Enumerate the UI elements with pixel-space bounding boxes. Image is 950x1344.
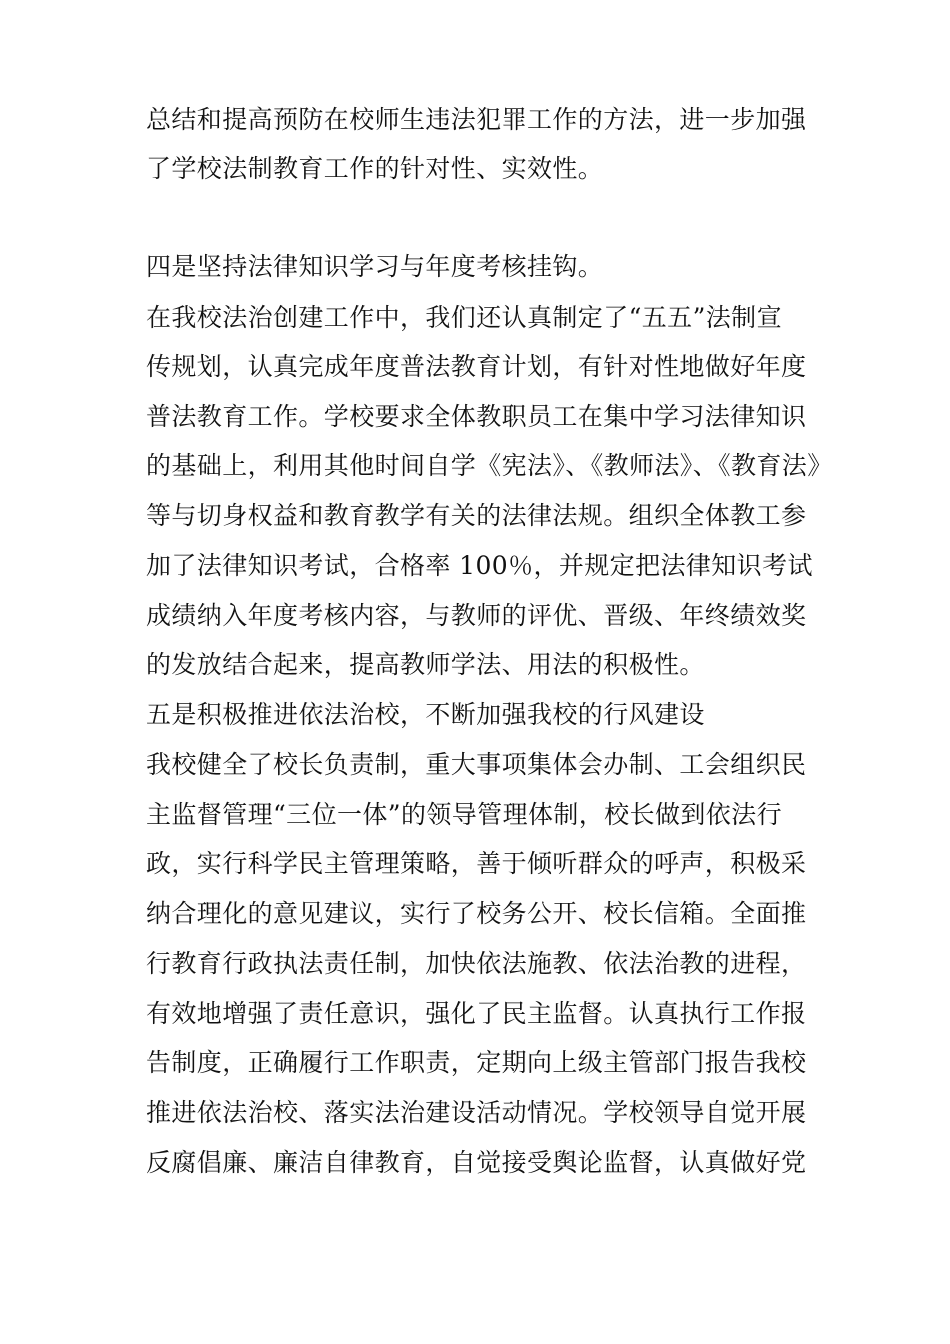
text-line: 行教育行政执法责任制，加快依法施教、依法治教的进程， <box>146 949 807 978</box>
text-line: 普法教育工作。学校要求全体教职员工在集中学习法律知识 <box>146 402 807 431</box>
text-line: 的基础上，利用其他时间自学《宪法》、《教师法》、《教育法》 <box>146 451 833 480</box>
text-line: 加了法律知识考试，合格率 100％，并规定把法律知识考试 <box>146 551 813 580</box>
section-heading: 四是坚持法律知识学习与年度考核挂钩。 <box>146 252 604 281</box>
text-line: 了学校法制教育工作的针对性、实效性。 <box>146 154 604 183</box>
text-line: 反腐倡廉、廉洁自律教育，自觉接受舆论监督，认真做好党 <box>146 1148 807 1177</box>
text-line: 纳合理化的意见建议，实行了校务公开、校长信箱。全面推 <box>146 899 807 928</box>
text-line: 的发放结合起来，提高教师学法、用法的积极性。 <box>146 650 705 679</box>
text-line: 主监督管理“三位一体”的领导管理体制，校长做到依法行 <box>146 800 782 829</box>
text-line: 传规划，认真完成年度普法教育计划，有针对性地做好年度 <box>146 352 807 381</box>
text-line: 推进依法治校、落实法治建设活动情况。学校领导自觉开展 <box>146 1098 807 1127</box>
text-line: 等与切身权益和教育教学有关的法律法规。组织全体教工参 <box>146 501 807 530</box>
text-line: 有效地增强了责任意识，强化了民主监督。认真执行工作报 <box>146 999 807 1028</box>
text-line: 政，实行科学民主管理策略，善于倾听群众的呼声，积极采 <box>146 849 807 878</box>
text-line: 总结和提高预防在校师生违法犯罪工作的方法，进一步加强 <box>146 105 807 134</box>
text-line: 我校健全了校长负责制，重大事项集体会办制、工会组织民 <box>146 750 807 779</box>
text-line: 告制度，正确履行工作职责，定期向上级主管部门报告我校 <box>146 1048 807 1077</box>
section-heading: 五是积极推进依法治校，不断加强我校的行风建设 <box>146 700 705 729</box>
text-line: 在我校法治创建工作中，我们还认真制定了“五五”法制宣 <box>146 303 782 332</box>
text-line: 成绩纳入年度考核内容，与教师的评优、晋级、年终绩效奖 <box>146 601 807 630</box>
